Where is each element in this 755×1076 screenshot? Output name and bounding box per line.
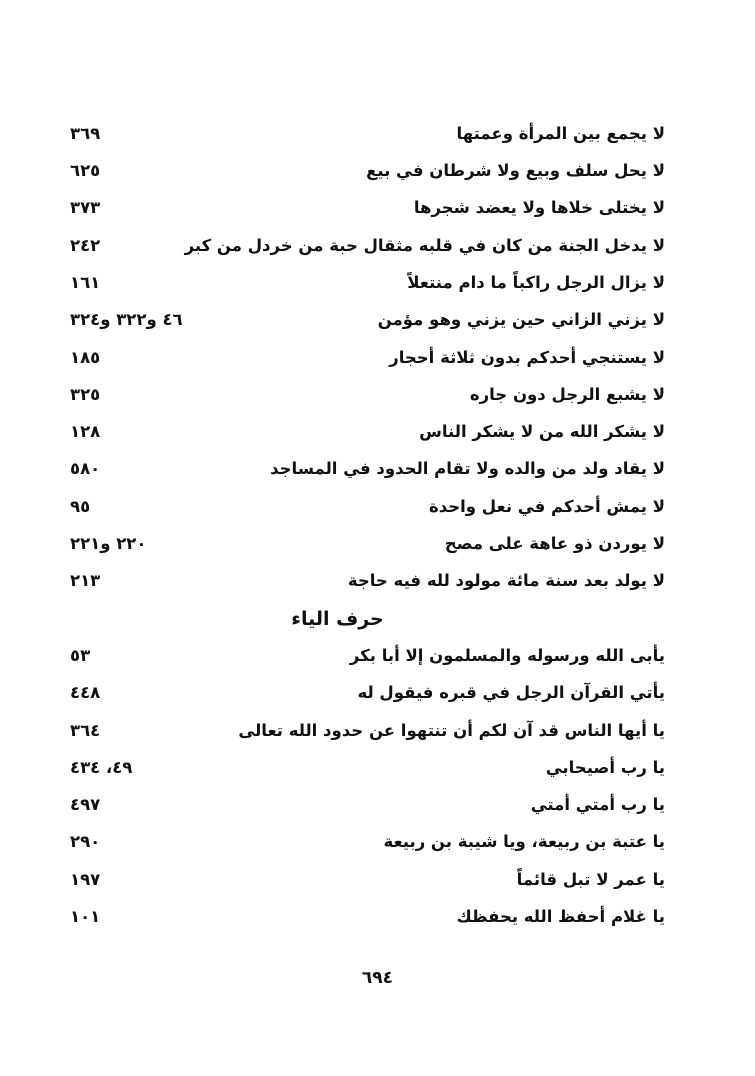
entry-text: يا رب أمتي أمتي bbox=[530, 795, 665, 815]
index-entry bbox=[70, 637, 665, 674]
index-entry bbox=[70, 712, 665, 749]
entry-text: لا يقاد ولد من والده ولا تقام الحدود في المساجد bbox=[270, 459, 665, 479]
entry-page-ref: ٩٥ bbox=[70, 496, 91, 516]
entry-page-ref: ٢٩٠ bbox=[70, 832, 101, 852]
index-entry bbox=[70, 115, 665, 152]
entry-text: لا يشبع الرجل دون جاره bbox=[469, 384, 665, 404]
entry-page-ref: ٥٨٠ bbox=[70, 459, 101, 479]
entry-page-ref: ٤٩، ٤٣٤ bbox=[70, 757, 133, 777]
hadith-index-list bbox=[70, 115, 665, 936]
entry-text: يا رب أصيحابي bbox=[545, 757, 665, 777]
entry-page-ref: ١٦١ bbox=[70, 272, 101, 292]
entry-text: يا أيها الناس قد آن لكم أن تنتهوا عن حدود الله تعالى bbox=[238, 720, 665, 740]
entry-text: يأبى الله ورسوله والمسلمون إلا أبا بكر bbox=[349, 645, 665, 665]
index-entry bbox=[70, 898, 665, 935]
entry-text: لا يشكر الله من لا يشكر الناس bbox=[419, 422, 665, 442]
index-entry bbox=[70, 749, 665, 786]
index-entry bbox=[70, 413, 665, 450]
entry-page-ref: ٢٢٠ و٢٢١ bbox=[70, 534, 147, 554]
index-entry bbox=[70, 488, 665, 525]
entry-page-ref: ١٠١ bbox=[70, 906, 101, 926]
entry-text: يأتي القرآن الرجل في قبره فيقول له bbox=[357, 683, 665, 703]
entry-page-ref: ١٩٧ bbox=[70, 869, 101, 889]
entry-page-ref: ١٨٥ bbox=[70, 347, 101, 367]
entry-page-ref: ٤٦ و٣٢٢ و٣٢٤ bbox=[70, 310, 183, 330]
index-entry bbox=[70, 190, 665, 227]
entry-text: يا عمر لا تبل قائماً bbox=[516, 869, 665, 889]
entry-page-ref: ٤٤٨ bbox=[70, 683, 101, 703]
page-number: ٦٩٤ bbox=[361, 968, 394, 988]
index-entry bbox=[70, 376, 665, 413]
index-entry bbox=[70, 451, 665, 488]
index-entry bbox=[70, 786, 665, 823]
index-entry bbox=[70, 227, 665, 264]
entry-page-ref: ٢١٣ bbox=[70, 571, 101, 591]
index-entry bbox=[70, 563, 665, 600]
entry-text: لا يولد بعد سنة مائة مولود لله فيه حاجة bbox=[347, 571, 665, 591]
index-entry bbox=[70, 861, 665, 898]
entry-text: لا يوردن ذو عاهة على مصح bbox=[444, 534, 665, 554]
entry-text: لا يدخل الجنة من كان في قلبه مثقال حبة من خردل من كبر bbox=[184, 235, 665, 255]
entry-page-ref: ٣٧٣ bbox=[70, 198, 101, 218]
entry-page-ref: ٦٢٥ bbox=[70, 161, 101, 181]
index-entry bbox=[70, 264, 665, 301]
entry-page-ref: ٥٣ bbox=[70, 645, 91, 665]
entry-text: لا يحل سلف وبيع ولا شرطان في بيع bbox=[366, 161, 665, 181]
entry-page-ref: ٣٦٩ bbox=[70, 123, 101, 143]
entry-page-ref: ٢٤٢ bbox=[70, 235, 101, 255]
entry-text: لا يختلى خلاها ولا يعضد شجرها bbox=[413, 198, 665, 218]
entry-text: لا يزال الرجل راكباً ما دام منتعلاً bbox=[407, 272, 665, 292]
index-entry bbox=[70, 301, 665, 338]
entry-page-ref: ٣٦٤ bbox=[70, 720, 101, 740]
section-heading: حرف الياء bbox=[291, 607, 384, 630]
entry-text: لا يزني الزاني حين يزني وهو مؤمن bbox=[377, 310, 665, 330]
entry-text: لا يستنجي أحدكم بدون ثلاثة أحجار bbox=[389, 347, 665, 367]
index-entry bbox=[70, 674, 665, 711]
entry-text: يا غلام أحفظ الله يحفظك bbox=[456, 906, 665, 926]
index-entry bbox=[70, 339, 665, 376]
index-entry bbox=[70, 152, 665, 189]
entry-page-ref: ١٢٨ bbox=[70, 422, 101, 442]
index-entry bbox=[70, 824, 665, 861]
entry-text: يا عتبة بن ربيعة، ويا شيبة بن ربيعة bbox=[383, 832, 665, 852]
index-entry bbox=[70, 525, 665, 562]
entry-text: لا يمش أحدكم في نعل واحدة bbox=[428, 496, 665, 516]
entry-text: لا يجمع بين المرأة وعمتها bbox=[456, 123, 665, 143]
entry-page-ref: ٤٩٧ bbox=[70, 795, 101, 815]
entry-page-ref: ٣٢٥ bbox=[70, 384, 101, 404]
